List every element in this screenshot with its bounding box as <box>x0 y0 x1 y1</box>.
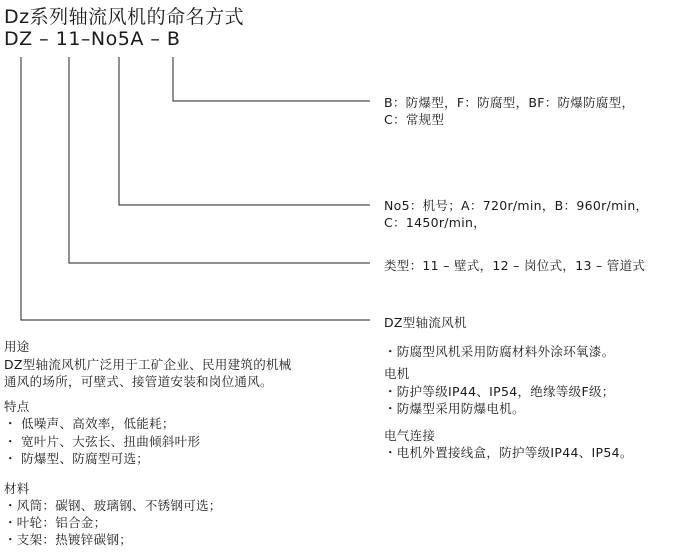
note-no5-line2: C：1450r/min， <box>384 215 487 230</box>
motor-item: ・防护等级IP44、IP54，绝缘等级F级； <box>384 384 615 399</box>
features-item: ・ 宽叶片、大弦长、扭曲倾斜叶形 <box>4 434 201 449</box>
motor-heading: 电机 <box>384 366 410 381</box>
electrical-item: ・电机外置接线盒，防护等级IP44、IP54。 <box>384 445 633 460</box>
note-no5-line1: No5：机号；A：720r/min，B：960r/min， <box>384 198 649 213</box>
anticorrosion-note: ・防腐型风机采用防腐材料外涂环氧漆。 <box>384 344 615 359</box>
model-code: DZ – 11–No5A – B <box>4 28 181 50</box>
features-heading: 特点 <box>4 399 30 414</box>
materials-item: ・叶轮：铝合金； <box>4 515 107 530</box>
electrical-heading: 电气连接 <box>384 428 436 443</box>
leader-line-type <box>69 57 370 263</box>
leader-line-no5 <box>119 57 370 205</box>
leader-line-b <box>173 57 370 101</box>
note-b-line1: B：防爆型，F：防腐型，BF：防爆防腐型， <box>384 95 635 110</box>
usage-heading: 用途 <box>4 339 30 354</box>
features-item: ・ 低噪声、高效率，低能耗； <box>4 416 175 431</box>
materials-item: ・支架：热镀锌碳钢； <box>4 532 133 547</box>
materials-item: ・风筒：碳钢、玻璃钢、不锈钢可选； <box>4 498 222 513</box>
usage-line1: DZ型轴流风机广泛用于工矿企业、民用建筑的机械 <box>4 357 292 372</box>
note-dz: DZ型轴流风机 <box>384 315 467 330</box>
leader-line-dz <box>21 57 370 320</box>
usage-line2: 通风的场所，可壁式、接管道安装和岗位通风。 <box>4 374 273 389</box>
note-b-line2: C：常规型 <box>384 112 445 127</box>
motor-item: ・防爆型采用防爆电机。 <box>384 401 525 416</box>
page-title: Dz系列轴流风机的命名方式 <box>4 6 245 28</box>
features-item: ・ 防爆型、防腐型可选； <box>4 451 150 466</box>
materials-heading: 材料 <box>4 481 30 496</box>
note-type: 类型：11 – 壁式，12 – 岗位式，13 – 管道式 <box>384 258 646 273</box>
